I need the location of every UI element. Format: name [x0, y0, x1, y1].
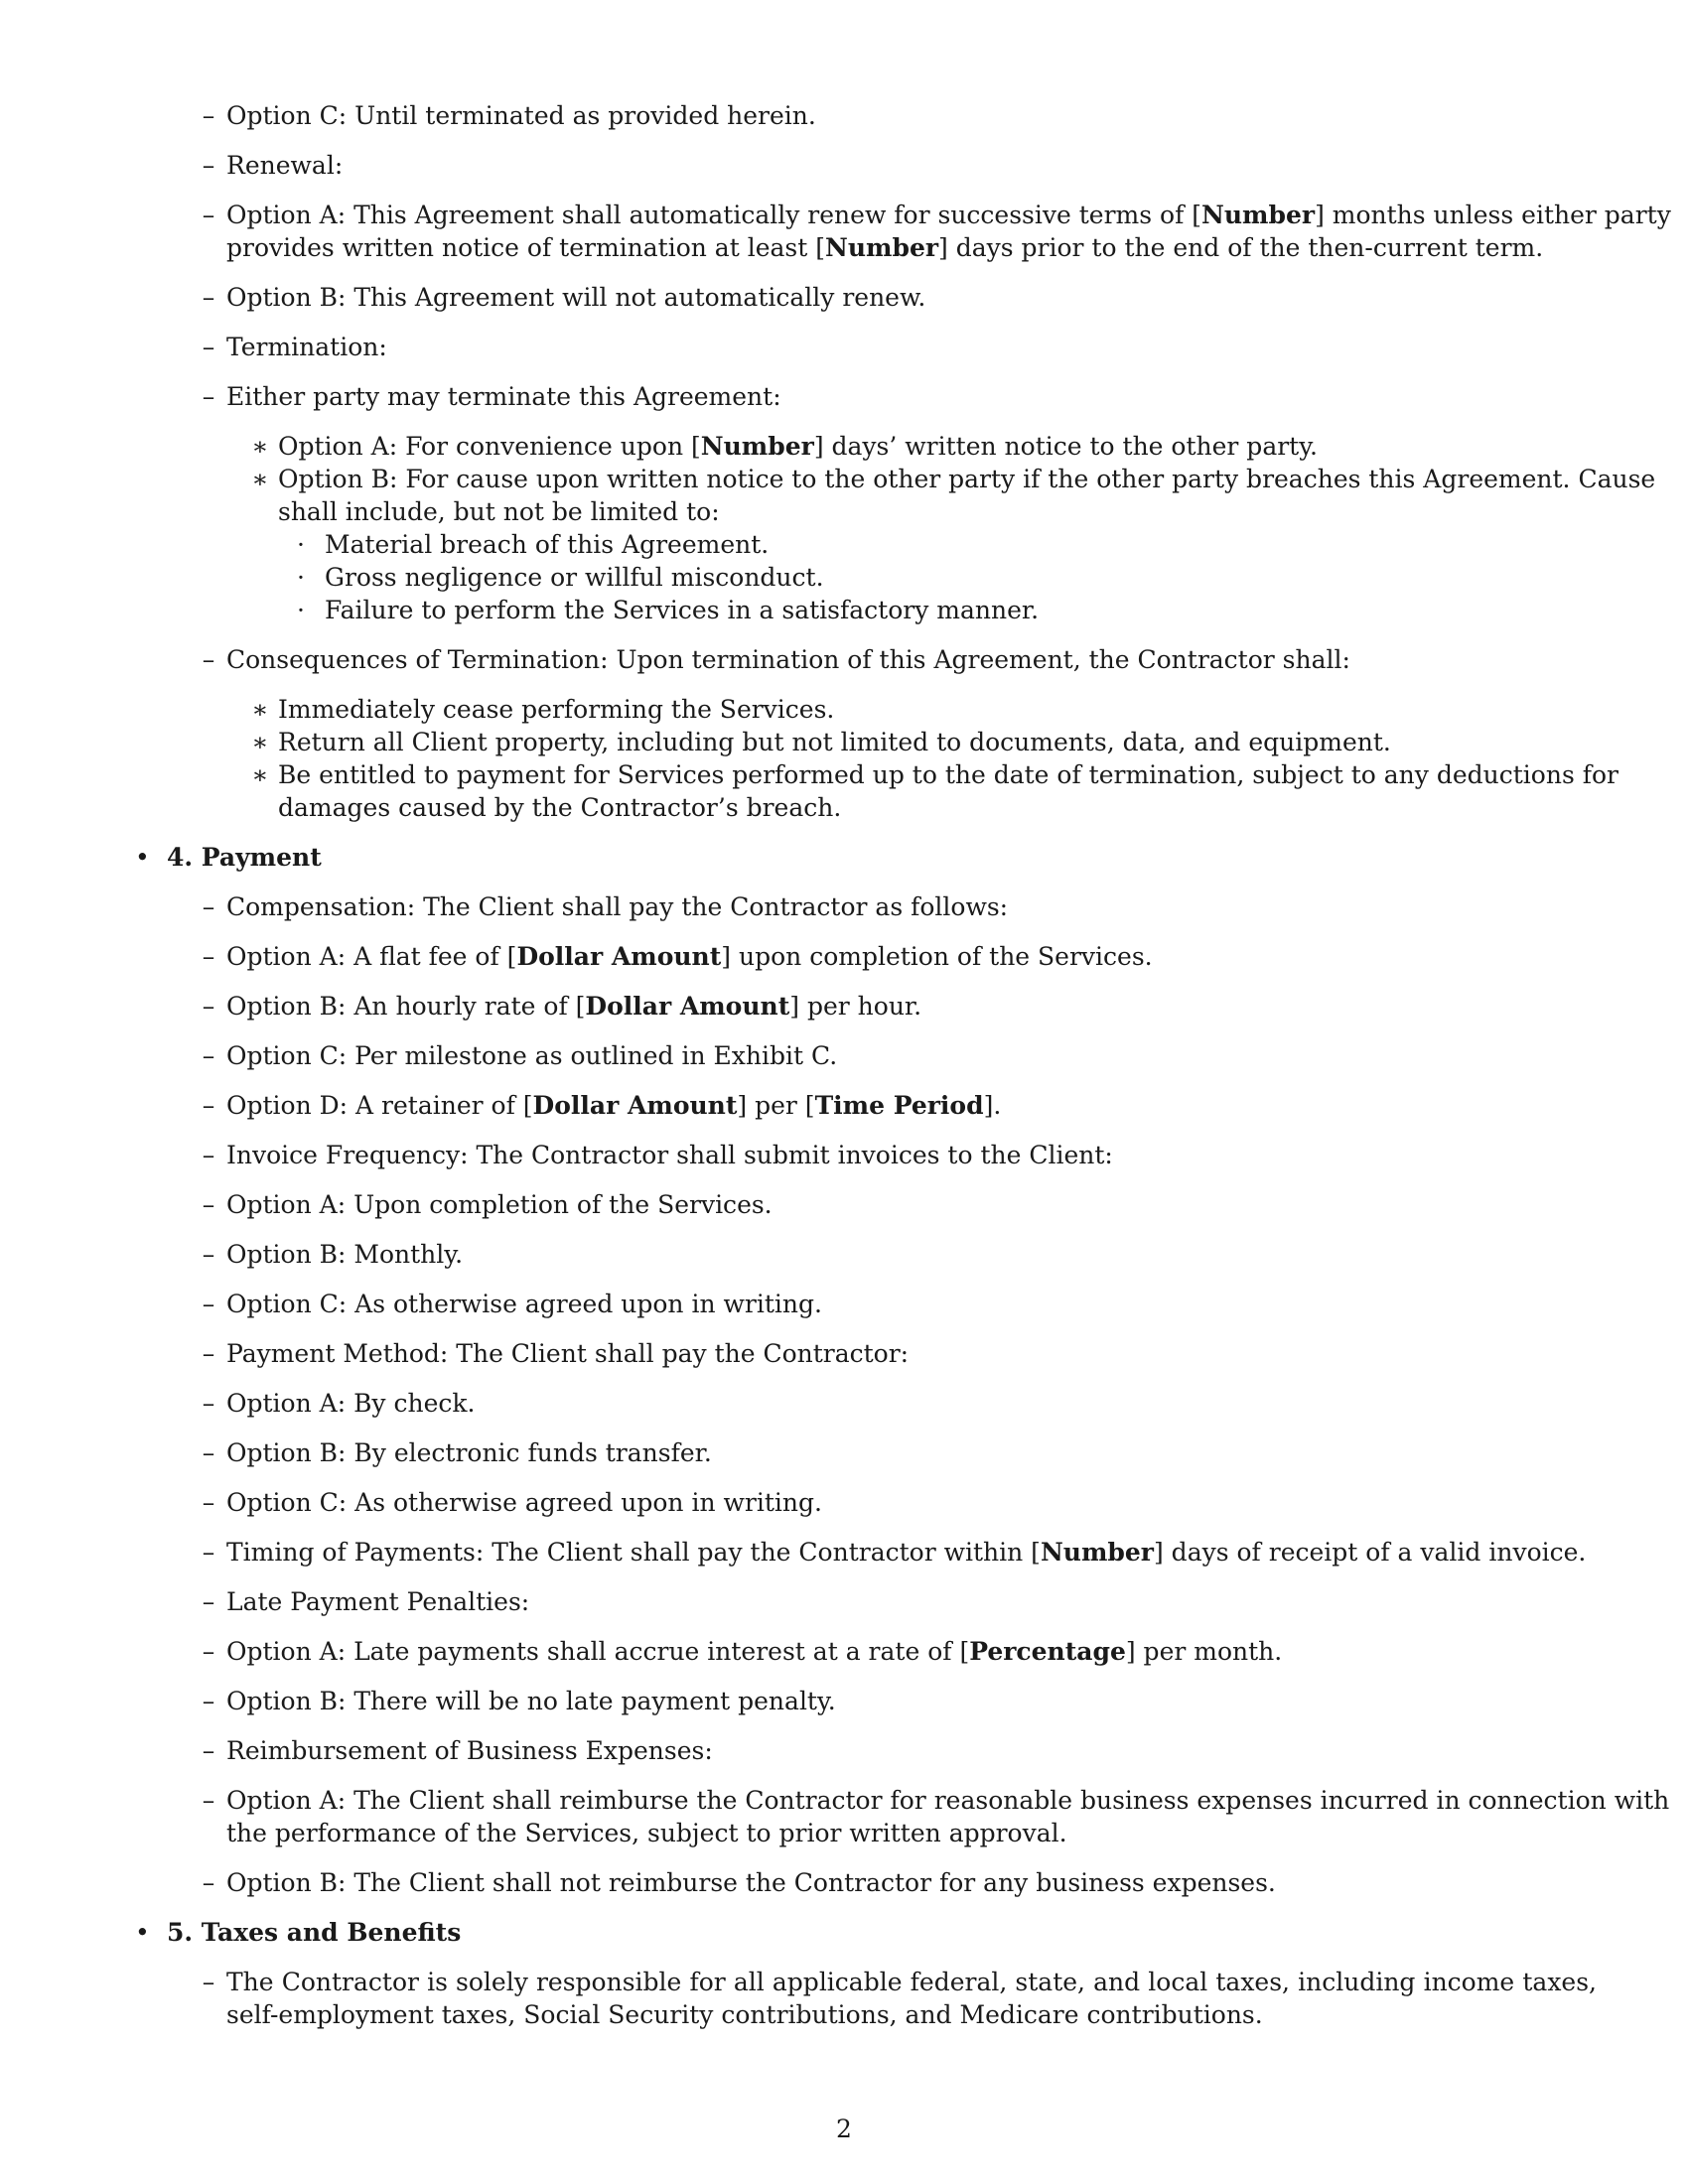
taxes-text-line2: self-employment taxes, Social Security contributions, and Medicare contributions. [226, 2000, 1263, 2029]
reimbursement-option-b: Option B: The Client shall not reimburse the Contractor for any business expenses. [226, 1868, 1276, 1897]
reimbursement-heading: Reimbursement of Business Expenses: [226, 1736, 713, 1765]
dash-marker: – [202, 1488, 215, 1517]
page-number: 2 [836, 2115, 852, 2143]
term-option-c: Option C: Until terminated as provided herein. [226, 101, 816, 130]
star-marker: ∗ [251, 465, 269, 493]
dash-marker: – [202, 1587, 215, 1616]
dot-marker: · [297, 530, 305, 559]
dash-marker: – [202, 382, 215, 411]
payment-method-heading: Payment Method: The Client shall pay the Contractor: [226, 1339, 910, 1368]
compensation-option-d: Option D: A retainer of [Dollar Amount] per [Time Period]. [226, 1091, 1002, 1120]
dash-marker: – [202, 1868, 215, 1897]
section-heading-payment: 4. Payment [167, 843, 322, 872]
compensation-option-b: Option B: An hourly rate of [Dollar Amount] per hour. [226, 992, 922, 1021]
star-marker: ∗ [251, 760, 269, 789]
either-party-text: Either party may terminate this Agreement: [226, 382, 781, 411]
dash-marker: – [202, 201, 215, 229]
dash-marker: – [202, 1968, 215, 1996]
star-marker: ∗ [251, 432, 269, 461]
dash-marker: – [202, 1240, 215, 1269]
star-marker: ∗ [251, 695, 269, 724]
dash-marker: – [202, 1389, 215, 1418]
compensation-option-a: Option A: A flat fee of [Dollar Amount] upon completion of the Services. [226, 942, 1153, 971]
dash-marker: – [202, 151, 215, 180]
dot-marker: · [297, 596, 305, 624]
dash-marker: – [202, 101, 215, 130]
dash-marker: – [202, 1041, 215, 1070]
termination-heading: Termination: [226, 333, 387, 361]
dash-marker: – [202, 1190, 215, 1219]
method-option-b: Option B: By electronic funds transfer. [226, 1438, 712, 1467]
renewal-option-a-line1: Option A: This Agreement shall automatically renew for successive terms of [Number] months unless either party [226, 201, 1671, 229]
cause-item: Material breach of this Agreement. [325, 530, 770, 559]
dash-marker: – [202, 645, 215, 674]
invoice-option-b: Option B: Monthly. [226, 1240, 464, 1269]
late-option-a: Option A: Late payments shall accrue interest at a rate of [Percentage] per month. [226, 1637, 1283, 1666]
dash-marker: – [202, 892, 215, 921]
dash-marker: – [202, 1736, 215, 1765]
compensation-option-c: Option C: Per milestone as outlined in Exhibit C. [226, 1041, 838, 1070]
dash-marker: – [202, 992, 215, 1021]
late-option-b: Option B: There will be no late payment penalty. [226, 1687, 836, 1715]
consequence-item-line1: Be entitled to payment for Services performed up to the date of termination, subject to any deductions for [278, 760, 1618, 789]
termination-option-b-line1: Option B: For cause upon written notice to the other party if the other party breaches this Agreement. Cause [278, 465, 1656, 493]
dash-marker: – [202, 283, 215, 312]
dash-marker: – [202, 1290, 215, 1318]
star-marker: ∗ [251, 728, 269, 756]
cause-item: Failure to perform the Services in a satisfactory manner. [325, 596, 1040, 624]
dash-marker: – [202, 1538, 215, 1567]
renewal-heading: Renewal: [226, 151, 344, 180]
termination-option-b-line2: shall include, but not be limited to: [278, 497, 720, 526]
renewal-option-a-line2: provides written notice of termination at least [Number] days prior to the end of the then-current term. [226, 233, 1544, 262]
dash-marker: – [202, 333, 215, 361]
bullet-marker: • [135, 1918, 150, 1947]
dash-marker: – [202, 1637, 215, 1666]
consequences-heading: Consequences of Termination: Upon termination of this Agreement, the Contractor shall: [226, 645, 1350, 674]
dot-marker: · [297, 563, 305, 592]
consequence-item: Immediately cease performing the Services. [278, 695, 835, 724]
invoice-option-c: Option C: As otherwise agreed upon in writing. [226, 1290, 822, 1318]
compensation-heading: Compensation: The Client shall pay the Contractor as follows: [226, 892, 1009, 921]
dash-marker: – [202, 1141, 215, 1169]
consequence-item-line2: damages caused by the Contractor’s breach. [278, 793, 842, 822]
timing-of-payments: Timing of Payments: The Client shall pay the Contractor within [Number] days of receipt of a valid invoice. [226, 1538, 1587, 1567]
dash-marker: – [202, 1091, 215, 1120]
section-heading-taxes: 5. Taxes and Benefits [167, 1918, 462, 1947]
invoice-option-a: Option A: Upon completion of the Services. [226, 1190, 773, 1219]
taxes-text-line1: The Contractor is solely responsible for all applicable federal, state, and local taxes, including income taxes, [226, 1968, 1597, 1996]
dash-marker: – [202, 942, 215, 971]
reimbursement-option-a-line1: Option A: The Client shall reimburse the Contractor for reasonable business expenses incurred in connection with [226, 1786, 1670, 1815]
dash-marker: – [202, 1786, 215, 1815]
dash-marker: – [202, 1438, 215, 1467]
method-option-a: Option A: By check. [226, 1389, 476, 1418]
method-option-c: Option C: As otherwise agreed upon in writing. [226, 1488, 822, 1517]
late-payment-heading: Late Payment Penalties: [226, 1587, 530, 1616]
renewal-option-b: Option B: This Agreement will not automatically renew. [226, 283, 926, 312]
dash-marker: – [202, 1687, 215, 1715]
consequence-item: Return all Client property, including but not limited to documents, data, and equipment. [278, 728, 1391, 756]
cause-item: Gross negligence or willful misconduct. [325, 563, 824, 592]
invoice-frequency-heading: Invoice Frequency: The Contractor shall submit invoices to the Client: [226, 1141, 1113, 1169]
dash-marker: – [202, 1339, 215, 1368]
reimbursement-option-a-line2: the performance of the Services, subject to prior written approval. [226, 1819, 1067, 1847]
bullet-marker: • [135, 843, 150, 872]
termination-option-a: Option A: For convenience upon [Number] days’ written notice to the other party. [278, 432, 1318, 461]
